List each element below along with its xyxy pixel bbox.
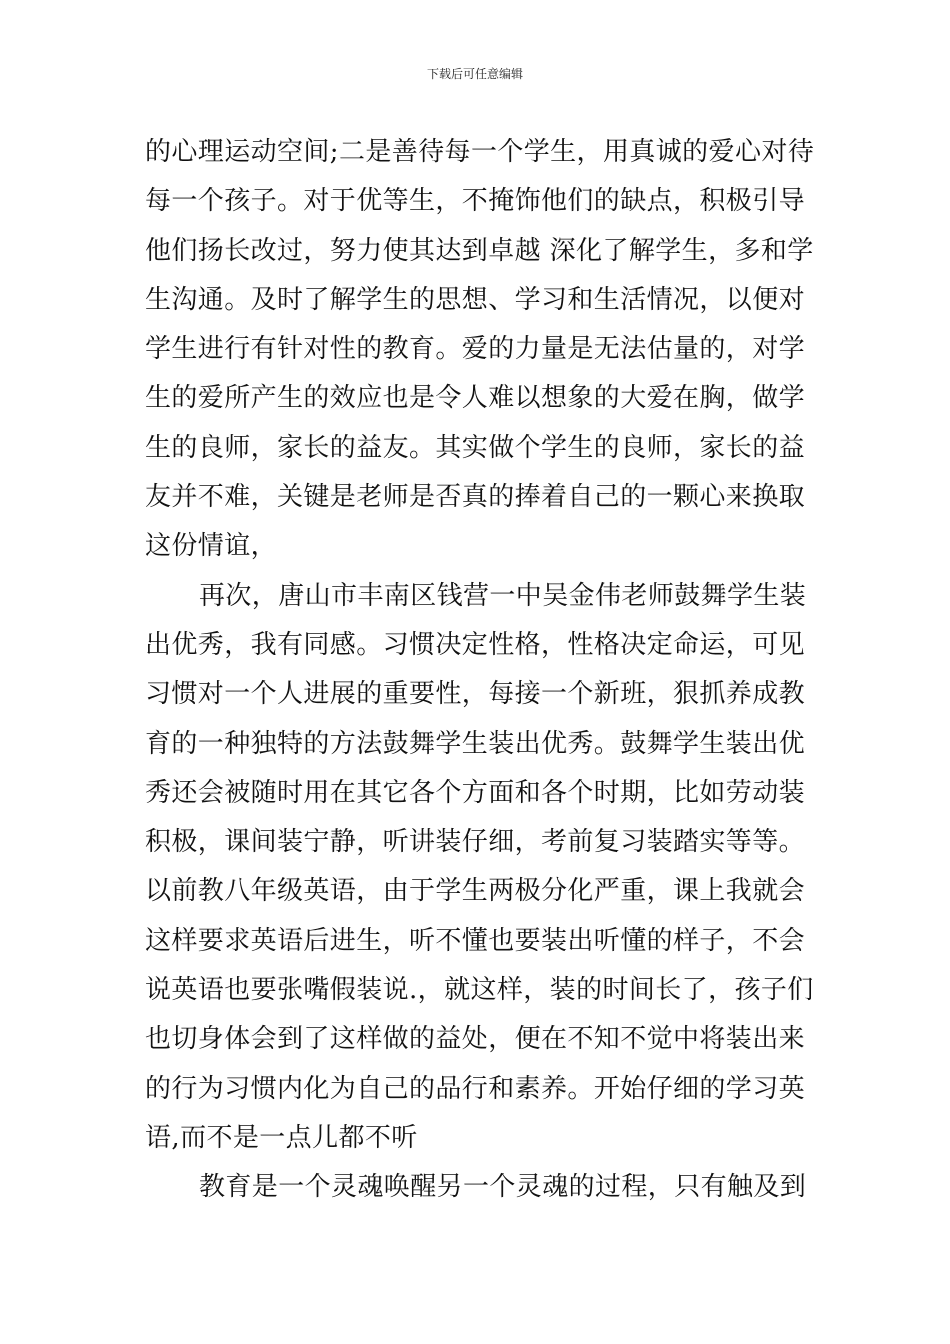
text-line: 生沟通。及时了解学生的思想、学习和生活情况，以便对 bbox=[145, 284, 806, 315]
text-line: 的行为习惯内化为自己的品行和素养。开始仔细的学习英 bbox=[145, 1073, 806, 1104]
text-line: 每一个孩子。对于优等生，不掩饰他们的缺点，积极引导 bbox=[145, 186, 806, 217]
text-line: 秀还会被随时用在其它各个方面和各个时期，比如劳动装 bbox=[145, 777, 806, 808]
text-line: 积极，课间装宁静，听讲装仔细，考前复习装踏实等等。 bbox=[145, 827, 806, 858]
text-line: 这份情谊， bbox=[145, 531, 278, 562]
text-line: 学生进行有针对性的教育。爱的力量是无法估量的，对学 bbox=[145, 334, 806, 365]
paragraph-start-line: 再次，唐山市丰南区钱营一中吴金伟老师鼓舞学生装 bbox=[199, 580, 807, 611]
page-header: 下载后可任意编辑 bbox=[426, 67, 523, 81]
text-line: 友并不难，关键是老师是否真的捧着自己的一颗心来换取 bbox=[145, 482, 806, 513]
text-line: 育的一种独特的方法鼓舞学生装出优秀。鼓舞学生装出优 bbox=[145, 728, 806, 759]
text-line: 习惯对一个人进展的重要性，每接一个新班，狠抓养成教 bbox=[145, 679, 806, 710]
text-line: 的心理运动空间;二是善待每一个学生，用真诚的爱心对待 bbox=[145, 137, 815, 167]
text-line: 他们扬长改过，努力使其达到卓越 深化了解学生，多和学 bbox=[145, 235, 814, 266]
paragraph-start-line: 教育是一个灵魂唤醒另一个灵魂的过程，只有触及到 bbox=[199, 1172, 807, 1203]
text-line: 生的良师，家长的益友。其实做个学生的良师，家长的益 bbox=[145, 432, 806, 463]
text-line: 说英语也要张嘴假装说.，就这样，装的时间长了，孩子们 bbox=[145, 975, 814, 1006]
document-body bbox=[145, 128, 815, 1213]
text-line: 生的爱所产生的效应也是令人难以想象的大爱在胸，做学 bbox=[145, 383, 806, 414]
text-line: 也切身体会到了这样做的益处，便在不知不觉中将装出来 bbox=[145, 1024, 806, 1055]
text-line: 以前教八年级英语，由于学生两极分化严重，课上我就会 bbox=[145, 876, 806, 907]
text-line: 出优秀，我有同感。习惯决定性格，性格决定命运，可见 bbox=[145, 629, 806, 660]
text-line: 这样要求英语后进生，听不懂也要装出听懂的样子，不会 bbox=[145, 925, 806, 956]
text-line: 语,而不是一点儿都不听 bbox=[145, 1122, 418, 1153]
